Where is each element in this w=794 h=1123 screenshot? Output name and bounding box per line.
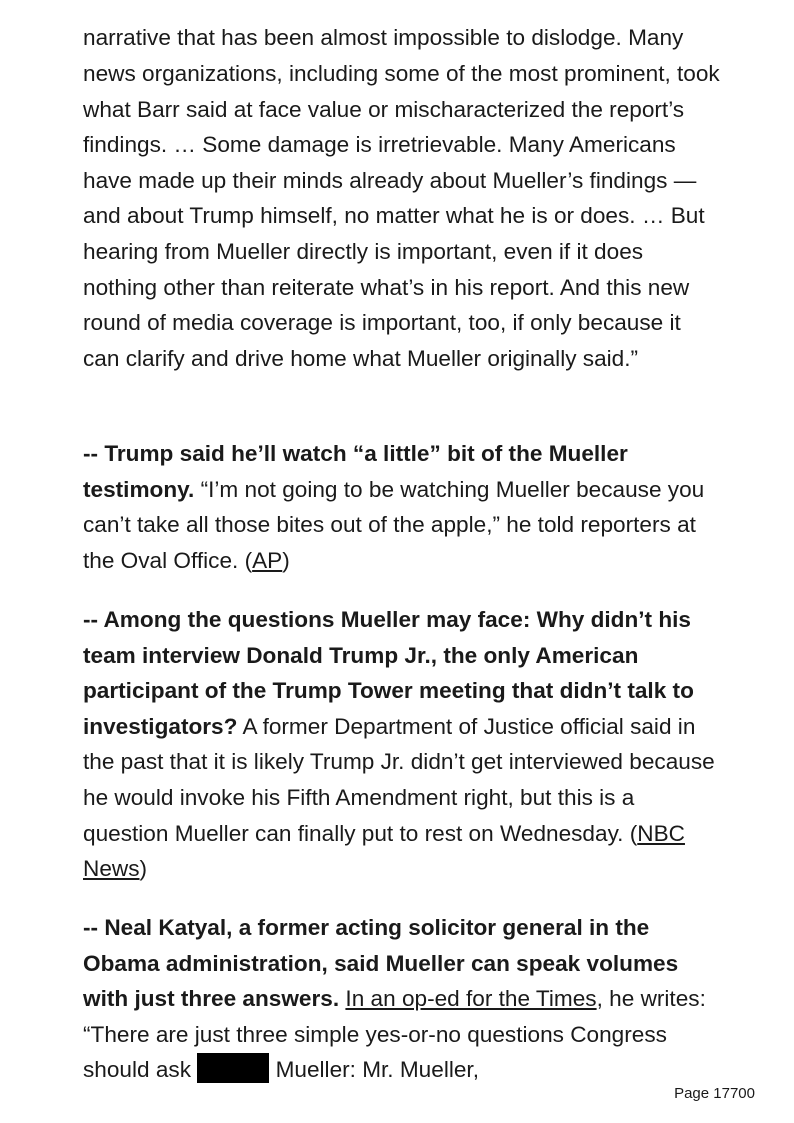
paren-close: ) (282, 547, 290, 573)
paren-close: ) (139, 856, 148, 882)
paragraph-headline: -- Neal Katyal, a former acting solicitor general in the Obama administration, said Mueller can speak volumes with just three answers. (83, 915, 679, 1012)
source-link-ap[interactable]: AP (252, 547, 283, 573)
paragraph-text: “I’m not going to be watching Mueller because you can’t take all those bites out of the apple,” he told reporters at the Oval Office. ( (83, 476, 705, 573)
paragraph-headline: -- Trump said he’ll watch “a little” bit of the Mueller testimony. (83, 441, 628, 502)
paragraph-text: , he writes: “There are just three simple yes-or-no questions Congress should ask (83, 986, 706, 1083)
source-link-nbc[interactable]: NBC News (83, 820, 685, 882)
paragraph-trump-jr (83, 602, 723, 887)
redaction-box (197, 1053, 269, 1083)
paragraph-quote (83, 56, 723, 376)
paragraph-text: A former Department of Justice official said in the past that it is likely Trump Jr. didn’t get interviewed because he would invoke his Fifth Amendment right, but this is a question Mueller can finally put to rest on Wednesday. ( (83, 713, 715, 846)
paragraph-katyal (83, 910, 723, 1088)
cut-off-text: narrative that has been almost impossible to dislodge. Many (83, 25, 684, 50)
paragraph-trump-watch (83, 436, 723, 578)
cut-off-top-line (0, 0, 794, 52)
paragraph-text-cont: Mueller: Mr. Mueller, (269, 1057, 479, 1083)
paragraph-headline: -- Among the questions Mueller may face: Why didn’t his team interview Donald Trump Jr., the only American participant of the Trump Tower meeting that didn’t talk to investigators? (83, 607, 694, 739)
page-number: Page 17700 (674, 1085, 755, 1102)
source-link-op-ed[interactable]: In an op-ed for the Times (345, 986, 597, 1012)
paragraph-text: news organizations, including some of the most prominent, took what Barr said at face value or mischaracterized the report’s findings. … Some damage is irretrievable. Many Americans have made up their minds already about Mueller’s findings — and about Trump himself, no matter what he is or does. … But hearing from Mueller directly is important, even if it does nothing other than reiterate what’s in his report. And this new round of media coverage is important, too, if only because it can clarify and drive home what Mueller originally said.” (83, 61, 720, 371)
